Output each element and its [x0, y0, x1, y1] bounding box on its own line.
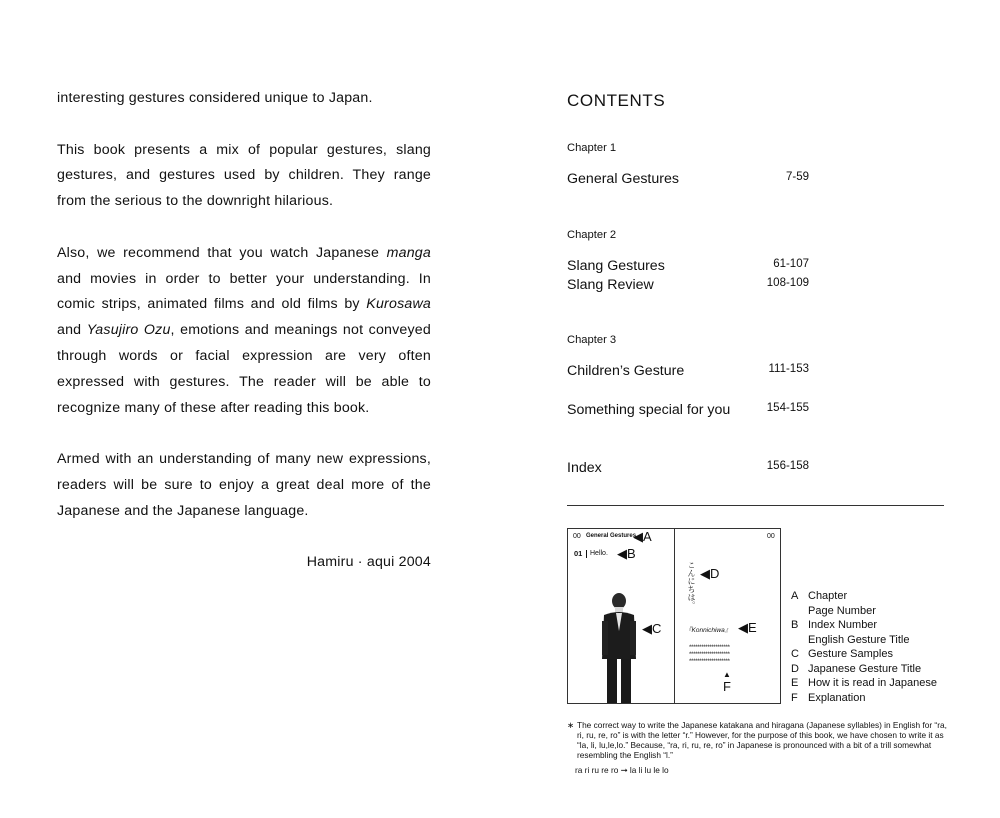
- label-d: ◀D: [700, 566, 720, 581]
- chapter-label: Chapter 3: [567, 334, 617, 346]
- sample-page-diagram: [567, 528, 781, 704]
- manga-term: manga: [386, 244, 431, 261]
- toc-entry[interactable]: [567, 258, 809, 274]
- toc-entry-pages: 61-107: [773, 258, 809, 270]
- page-number: 00: [767, 533, 775, 540]
- toc-entry-title: Slang Gestures: [567, 258, 665, 274]
- legend-row: English Gesture Title: [808, 633, 910, 646]
- ozu-name: Yasujiro Ozu: [86, 322, 171, 339]
- legend-row: C Gesture Samples: [791, 648, 893, 660]
- explanation-placeholder: ******************** ******************** ********************: [689, 645, 730, 665]
- up-arrow-icon: ▲: [723, 670, 731, 679]
- legend-row: E How it is read in Japanese: [791, 677, 938, 689]
- page-number: 00: [573, 533, 581, 540]
- toc-entry-title: General Gestures: [567, 171, 679, 187]
- kurosawa-name: Kurosawa: [366, 296, 431, 313]
- japanese-gesture-title: こんにちは。: [687, 561, 696, 609]
- chapter-header: General Gestures: [586, 533, 637, 539]
- intro-paragraph: Also, we recommend that you watch Japanese manga and movies in order to better your understanding. In comic strips, animated films and old films by Kurosawa and Yasujiro Ozu, emotions and meanings not conveyed through words or facial expression are very often expressed with gestures. The reader will be able to recognize many of these after reading this book.: [57, 244, 431, 416]
- romanization-note: ra ri ru re ro ➞ la li lu le lo: [575, 765, 669, 775]
- asterisk-icon: ∗: [567, 720, 574, 730]
- toc-entry[interactable]: [567, 277, 809, 293]
- label-a: ◀A: [633, 529, 652, 544]
- intro-text: [57, 86, 431, 576]
- toc-entry[interactable]: [567, 402, 809, 418]
- footnote-text: The correct way to write the Japanese katakana and hiragana (Japanese syllables) in English for “ra, ri, ru, re, ro” is with the letter “r.” However, for the purpose of this book, we have chosen to write it as “la, li, lu,le,lo.” Because, “ra, ri, ru, re, ro” in Japanese is pronounced with a bit of a trill somewhat resembling the English “l.”: [577, 720, 947, 760]
- toc-entry[interactable]: [567, 363, 809, 379]
- toc-entry-pages: 108-109: [766, 277, 809, 289]
- footnote: [567, 720, 947, 760]
- japanese-reading: 『Konnichiwa』: [685, 627, 732, 634]
- toc-entry[interactable]: [567, 460, 809, 476]
- intro-paragraph: Armed with an understanding of many new expressions, readers will be sure to enjoy a great deal more of the Japanese and the Japanese language.: [57, 451, 431, 519]
- toc-entry-pages: 156-158: [766, 460, 809, 472]
- signature: Hamiru · aqui 2004: [306, 554, 431, 571]
- toc-entry-pages: 111-153: [768, 363, 809, 375]
- index-number: 01: [574, 549, 583, 558]
- chapter-label: Chapter 2: [567, 229, 617, 241]
- spread-divider: [674, 529, 675, 703]
- toc-entry[interactable]: [567, 171, 809, 187]
- diagram-legend: [791, 589, 937, 705]
- toc-entry-title: Children’s Gesture: [567, 363, 685, 379]
- section-divider: [567, 505, 944, 506]
- label-f: F: [723, 679, 731, 694]
- toc-entry-title: Index: [567, 460, 602, 476]
- label-e: ◀E: [738, 620, 757, 635]
- toc-entry-title: Something special for you: [567, 402, 731, 418]
- english-gesture-title: Hello.: [586, 550, 608, 558]
- label-c: ◀C: [642, 621, 662, 636]
- legend-row: B Index Number: [791, 619, 878, 631]
- intro-paragraph: This book presents a mix of popular gestures, slang gestures, and gestures used by children. They range from the serious to the downright hilarious.: [57, 141, 431, 210]
- bowing-person-icon: [594, 591, 644, 705]
- intro-paragraph: interesting gestures considered unique to Japan.: [57, 90, 373, 106]
- legend-row: D Japanese Gesture Title: [791, 662, 922, 675]
- toc-entry-title: Slang Review: [567, 277, 654, 293]
- contents-title: CONTENTS: [567, 91, 666, 110]
- legend-row: A Chapter: [791, 590, 848, 602]
- label-b: ◀B: [617, 546, 636, 561]
- toc-entry-pages: 7-59: [785, 171, 809, 183]
- legend-row: Page Number: [808, 604, 876, 617]
- legend-row: F Explanation: [791, 691, 866, 704]
- toc-entry-pages: 154-155: [766, 402, 809, 414]
- chapter-label: Chapter 1: [567, 142, 617, 154]
